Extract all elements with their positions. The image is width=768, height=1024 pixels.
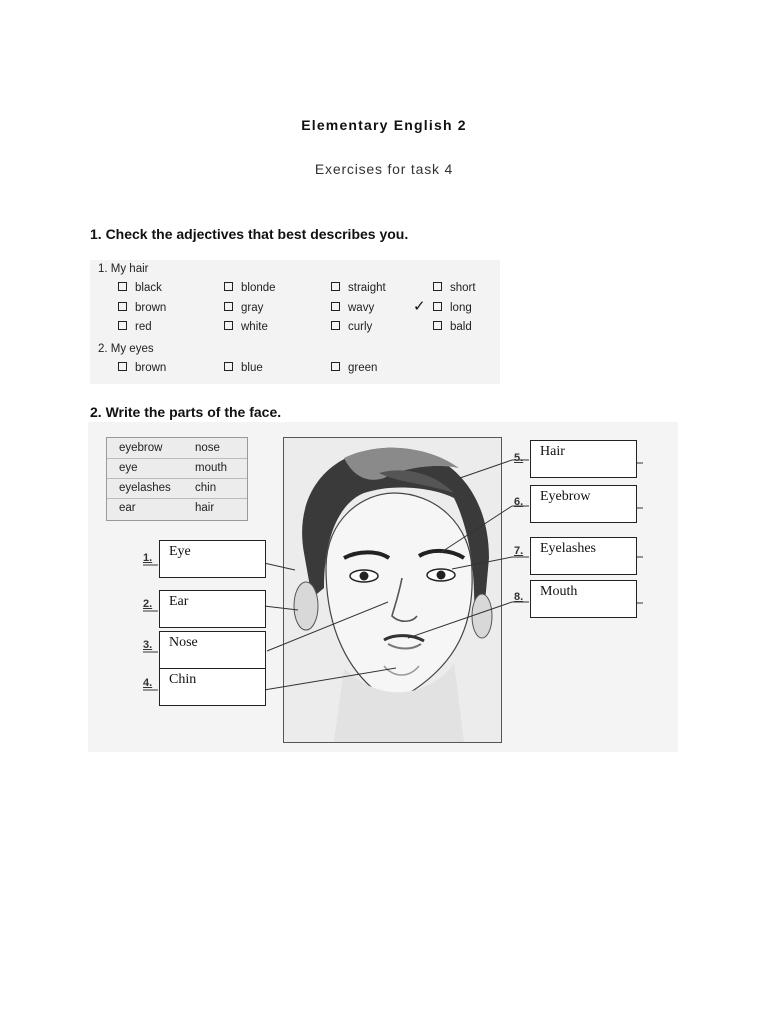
option-black[interactable]: black	[118, 282, 162, 294]
label-number-3: 3.	[143, 639, 153, 651]
option-green[interactable]: green	[331, 362, 377, 374]
option-curly[interactable]: curly	[331, 321, 372, 333]
answer-box-3[interactable]	[159, 631, 266, 669]
option-short[interactable]: short	[433, 282, 476, 294]
label-number-2: 2.	[143, 598, 153, 610]
word-bank-item: chin	[195, 482, 217, 494]
answer-text: Mouth	[540, 584, 578, 599]
answer-box-4[interactable]	[159, 668, 266, 706]
eyes-question-label: 2. My eyes	[98, 343, 154, 355]
answer-text: Nose	[169, 635, 198, 650]
hair-question-label: 1. My hair	[98, 263, 149, 275]
word-bank-item: eyebrow	[119, 442, 163, 454]
exercise1-heading: 1. Check the adjectives that best describes you.	[90, 226, 409, 242]
answer-text: Hair	[540, 444, 565, 459]
option-red[interactable]: red	[118, 321, 152, 333]
label-number-4: 4.	[143, 677, 153, 689]
answer-text: Eyelashes	[540, 541, 596, 556]
check-mark-icon: ✓	[413, 298, 426, 315]
word-bank-item: hair	[195, 502, 215, 514]
document-subtitle: Exercises for task 4	[314, 161, 454, 177]
label-number-7: 7.	[514, 545, 524, 557]
answer-text: Chin	[169, 672, 197, 687]
answer-text: Eyebrow	[540, 489, 591, 504]
word-bank-item: eyelashes	[119, 482, 171, 494]
answer-box-7[interactable]	[530, 537, 637, 575]
exercise2-heading: 2. Write the parts of the face.	[90, 404, 282, 420]
answer-box-2[interactable]	[159, 590, 266, 628]
word-bank-item: nose	[195, 442, 220, 454]
document-title: Elementary English 2	[301, 117, 467, 133]
option-wavy[interactable]: wavy	[331, 302, 374, 314]
answer-box-5[interactable]	[530, 440, 637, 478]
label-number-5: 5.	[514, 452, 524, 464]
option-blue[interactable]: blue	[224, 362, 263, 374]
answer-box-6[interactable]	[530, 485, 637, 523]
answer-text: Ear	[169, 594, 189, 609]
option-brown-hair[interactable]: brown	[118, 302, 166, 314]
option-white[interactable]: white	[224, 321, 268, 333]
option-long[interactable]: long	[433, 302, 472, 314]
word-bank-item: mouth	[195, 462, 227, 474]
answer-text: Eye	[169, 544, 191, 559]
answer-box-1[interactable]	[159, 540, 266, 578]
option-bald[interactable]: bald	[433, 321, 472, 333]
option-blonde[interactable]: blonde	[224, 282, 276, 294]
option-straight[interactable]: straight	[331, 282, 386, 294]
word-bank-item: ear	[119, 502, 136, 514]
option-brown-eyes[interactable]: brown	[118, 362, 166, 374]
answer-box-8[interactable]	[530, 580, 637, 618]
label-number-8: 8.	[514, 591, 524, 603]
label-number-6: 6.	[514, 496, 524, 508]
option-gray[interactable]: gray	[224, 302, 263, 314]
label-number-1: 1.	[143, 552, 153, 564]
word-bank-item: eye	[119, 462, 138, 474]
